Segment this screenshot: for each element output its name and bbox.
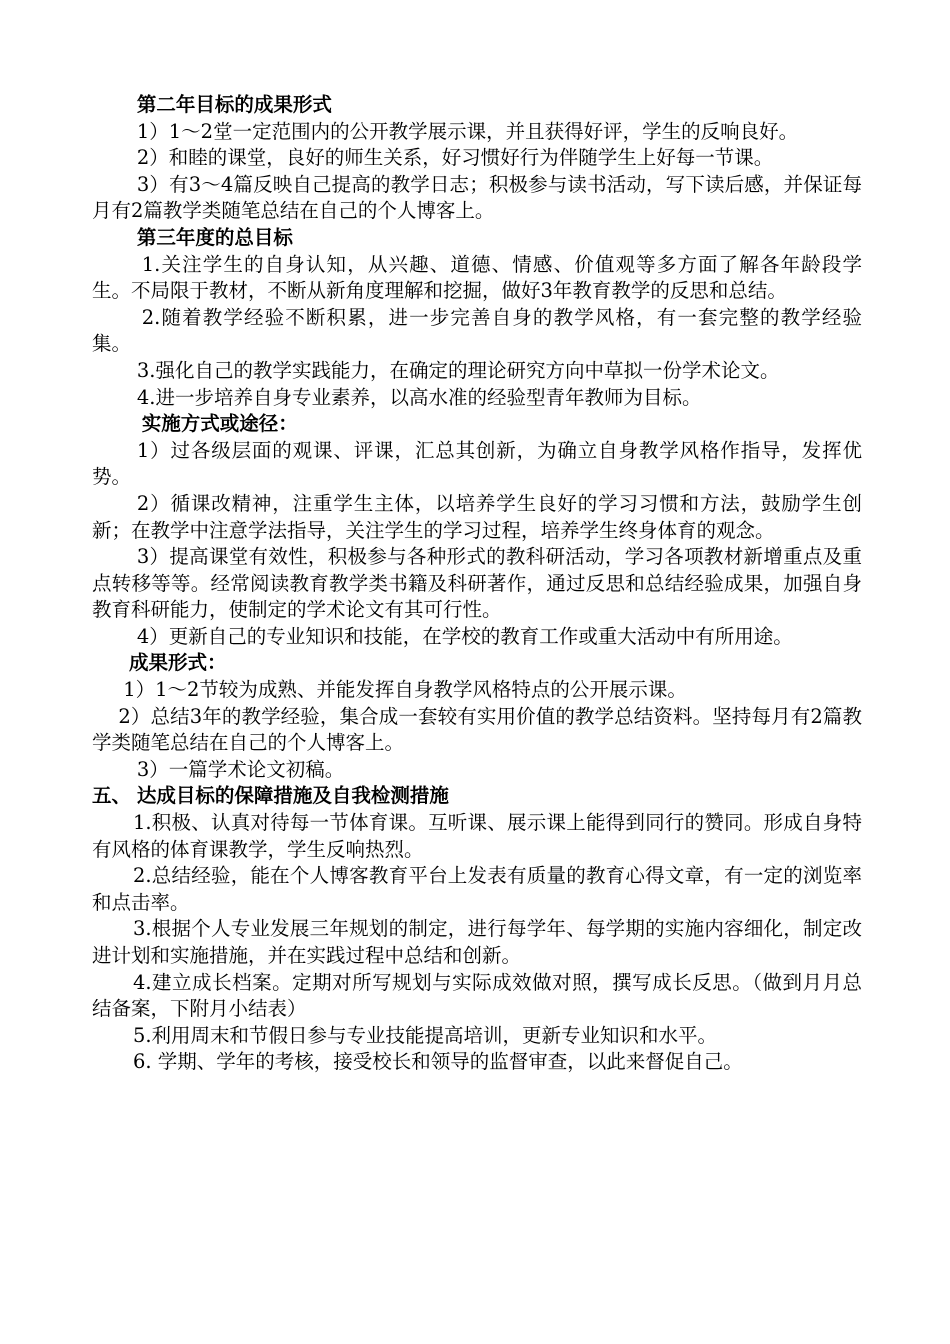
- methods-title: 实施方式或途径：: [141, 412, 298, 436]
- year2-item: 2）和睦的课堂，良好的师生关系，好习惯好行为伴随学生上好每一节课。: [136, 146, 774, 170]
- results-title: 成果形式：: [129, 651, 227, 675]
- section5-number: 五、: [92, 784, 132, 808]
- section5-item: 2.总结经验，能在个人博客教育平台上发表有质量的教育心得文章，有一定的浏览率和点击率。: [92, 864, 862, 914]
- year2-item: 3）有3～4篇反映自己提高的教学日志；积极参与读书活动，写下读后感，并保证每月有2篇教学类随笔总结在自己的个人博客上。: [92, 172, 862, 223]
- section5-item: 6. 学期、学年的考核，接受校长和领导的监督审查，以此来督促自己。: [132, 1050, 743, 1074]
- method-item: 4）更新自己的专业知识和技能，在学校的教育工作或重大活动中有所用途。: [136, 624, 793, 648]
- method-item: 3）提高课堂有效性，积极参与各种形式的教科研活动，学习各项教材新增重点及重点转移等等。经常阅读教育教学类书籍及科研著作，通过反思和总结经验成果，加强自身教育科研能力，使制定的学术论文有其可行性。: [92, 545, 862, 622]
- section5-item: 5.利用周末和节假日参与专业技能提高培训，更新专业知识和水平。: [132, 1023, 718, 1047]
- year3-title: 第三年度的总目标: [136, 225, 293, 249]
- section5-item: 3.根据个人专业发展三年规划的制定，进行每学年、每学期的实施内容细化，制定改进计划和实施措施，并在实践过程中总结和创新。: [92, 917, 862, 967]
- document-body: [92, 92, 862, 1076]
- year3-goal: 1.关注学生的自身认知，从兴趣、道德、情感、价值观等多方面了解各年龄段学生。不局限于教材，不断从新角度理解和挖掘，做好3年教育教学的反思和总结。: [92, 252, 862, 303]
- section5-item: 1.积极、认真对待每一节体育课。互听课、展示课上能得到同行的赞同。形成自身特有风格的体育课教学，学生反响热烈。: [92, 811, 862, 861]
- year2-title: 第二年目标的成果形式: [136, 93, 332, 116]
- result-item: 1）1～2节较为成熟、并能发挥自身教学风格特点的公开展示课。: [123, 678, 687, 702]
- year3-goal: 2.随着教学经验不断积累，进一步完善自身的教学风格，有一套完整的教学经验集。: [92, 305, 862, 356]
- section5-item: 4.建立成长档案。定期对所写规划与实际成效做对照，撰写成长反思。（做到月月总结备案，下附月小结表）: [92, 970, 862, 1021]
- section5-title: 达成目标的保障措施及自我检测措施: [136, 784, 449, 808]
- section5-heading: [92, 783, 862, 810]
- result-item: 2）总结3年的教学经验，集合成一套较有实用价值的教学总结资料。坚持每月有2篇教学类随笔总结在自己的个人博客上。: [92, 704, 862, 755]
- method-item: 1）过各级层面的观课、评课，汇总其创新，为确立自身教学风格作指导，发挥优势。: [92, 438, 862, 489]
- year3-goal: 4.进一步培养自身专业素养，以高水准的经验型青年教师为目标。: [136, 385, 702, 409]
- method-item: 2）循课改精神，注重学生主体，以培养学生良好的学习习惯和方法，鼓励学生创新；在教学中注意学法指导，关注学生的学习过程，培养学生终身体育的观念。: [92, 491, 862, 542]
- result-item: 3）一篇学术论文初稿。: [136, 757, 345, 781]
- year3-goal: 3.强化自己的教学实践能力，在确定的理论研究方向中草拟一份学术论文。: [136, 358, 780, 382]
- year2-item: 1）1～2堂一定范围内的公开教学展示课，并且获得好评，学生的反响良好。: [136, 119, 799, 143]
